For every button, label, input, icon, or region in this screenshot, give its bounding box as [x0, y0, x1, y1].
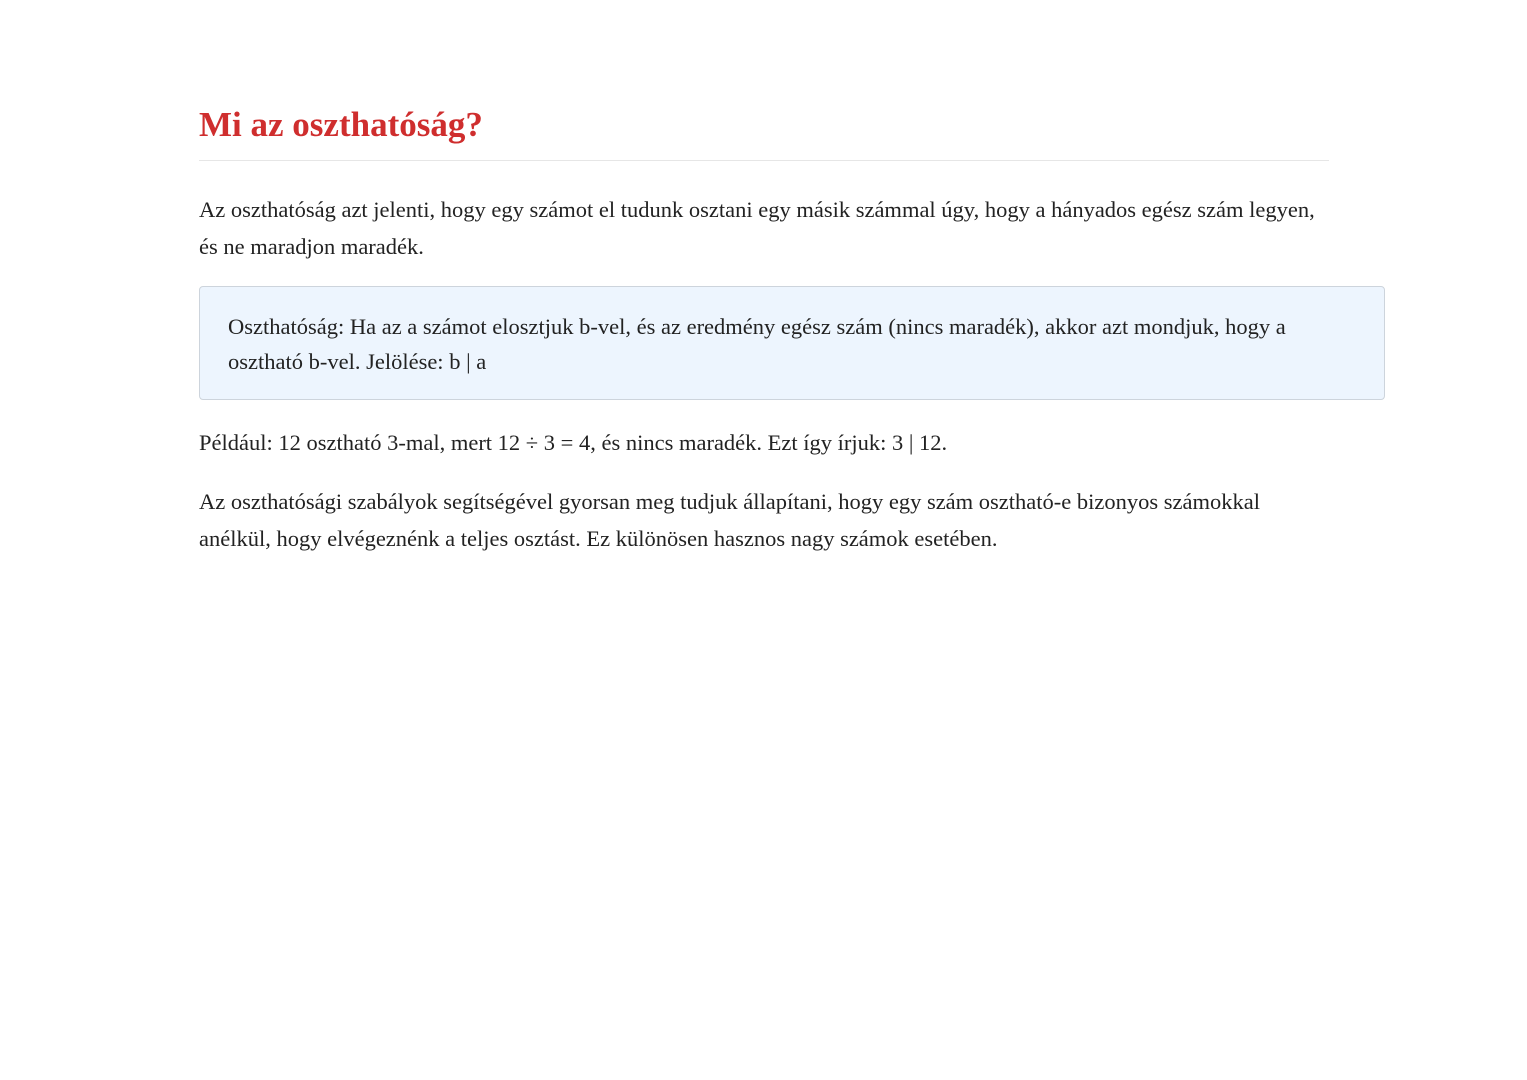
title-divider	[199, 160, 1329, 161]
rules-paragraph: Az oszthatósági szabályok segítségével gyorsan meg tudjuk állapítani, hogy egy szám osztható-e bizonyos számokkal anélkül, hogy elvégeznénk a teljes osztást. Ez különösen hasznos nagy számok esetében.	[199, 489, 1260, 551]
page-title: Mi az oszthatóság?	[199, 105, 483, 144]
definition-box	[199, 286, 1385, 400]
intro-paragraph: Az oszthatóság azt jelenti, hogy egy számot el tudunk osztani egy másik számmal úgy, hogy a hányados egész szám legyen, és ne maradjon maradék.	[199, 197, 1315, 259]
example-paragraph: Például: 12 osztható 3-mal, mert 12 ÷ 3 = 4, és nincs maradék. Ezt így írjuk: 3 | 12.	[199, 430, 948, 455]
definition-text: Oszthatóság: Ha az a számot elosztjuk b-vel, és az eredmény egész szám (nincs maradék), akkor azt mondjuk, hogy a osztható b-vel. Jelölése: b | a	[228, 314, 1286, 374]
